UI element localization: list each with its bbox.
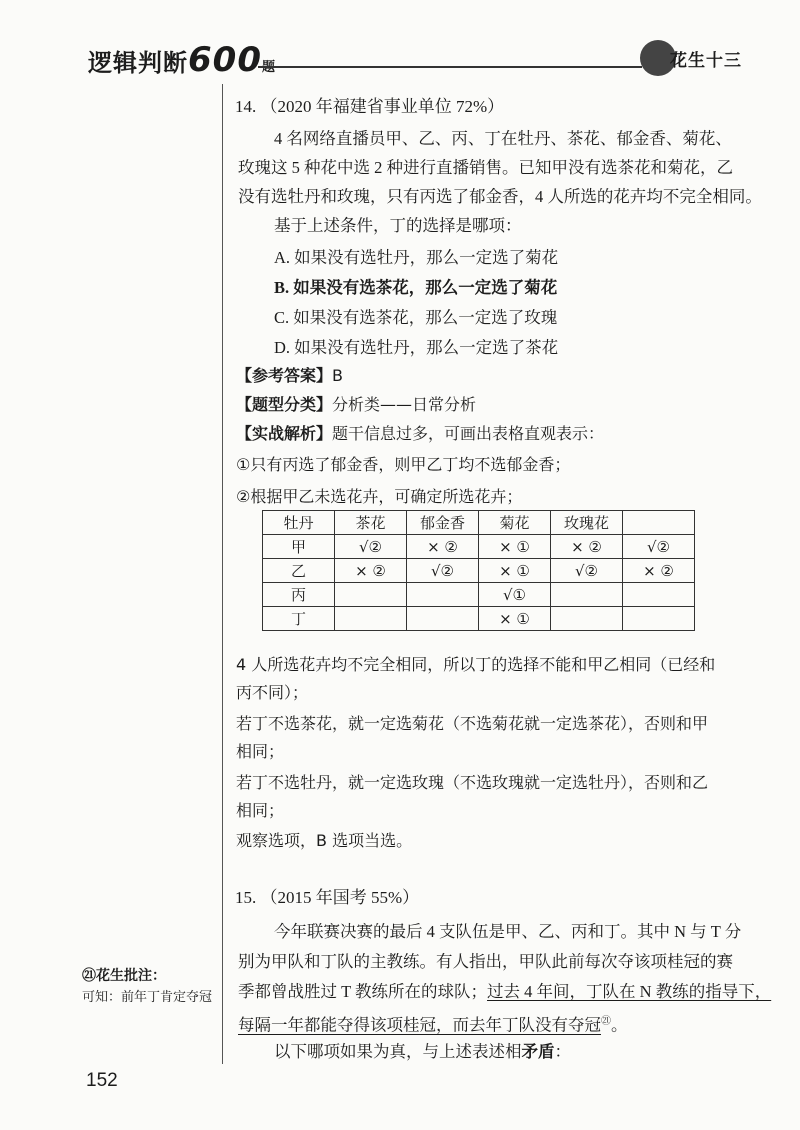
table-cell: 郁金香 — [407, 511, 479, 535]
table-cell: 牡丹 — [263, 511, 335, 535]
conclusion-line: 丙不同）； — [236, 683, 309, 702]
q14-stem-line: 玫瑰这 5 种花中选 2 种进行直播销售。已知甲没有选茶花和菊花，乙 — [238, 158, 733, 177]
table-header-row — [263, 511, 695, 535]
q14-stem-line: 基于上述条件，丁的选择是哪项： — [274, 216, 522, 235]
q15-heading: 15. （2015 年国考 55%） — [235, 888, 420, 907]
table-cell: √① — [479, 583, 551, 607]
table-cell: √② — [551, 559, 623, 583]
q14-option-a: A. 如果没有选牡丹，那么一定选了菊花 — [274, 248, 559, 267]
conclusion-line: 相同； — [236, 742, 285, 761]
selection-table — [262, 510, 695, 631]
margin-rule — [222, 84, 223, 1064]
table-cell: × ② — [407, 535, 479, 559]
page-number: 152 — [86, 1070, 118, 1091]
sidenote-body: 可知：前年丁肯定夺冠 — [82, 990, 213, 1005]
conclusion-line: 若丁不选茶花，就一定选菊花（不选菊花就一定选茶花），否则和甲 — [236, 714, 709, 733]
table-cell — [335, 607, 407, 631]
q14-step2: ②根据甲乙未选花卉，可确定所选花卉； — [236, 487, 523, 506]
table-row — [263, 559, 695, 583]
table-cell: 茶花 — [335, 511, 407, 535]
table-cell — [407, 607, 479, 631]
annotation-mark: ㉑ — [601, 1016, 611, 1027]
table-cell: × ① — [479, 607, 551, 631]
q14-option-d: D. 如果没有选牡丹，那么一定选了茶花 — [274, 338, 559, 357]
q15-stem-line: 每隔一年都能夺得该项桂冠，而去年丁队没有夺冠$^㉑$。 — [238, 1015, 628, 1035]
table-cell — [335, 583, 407, 607]
q15-question: 以下哪项如果为真，与上述表述相矛盾： — [274, 1042, 571, 1061]
table-cell — [407, 583, 479, 607]
table-cell: × ① — [479, 535, 551, 559]
table-cell: 菊花 — [479, 511, 551, 535]
table-cell: 乙 — [263, 559, 335, 583]
table-cell: √② — [335, 535, 407, 559]
q15-stem-line: 今年联赛决赛的最后 4 支队伍是甲、乙、丙和丁。其中 N 与 T 分 — [274, 922, 742, 941]
sidenote-title: ㉑花生批注： — [82, 968, 166, 984]
table-cell: 丙 — [263, 583, 335, 607]
q14-answer: 【参考答案】B — [236, 366, 343, 385]
q14-option-b: B. 如果没有选茶花，那么一定选了菊花 — [274, 278, 558, 297]
table-cell: × ② — [335, 559, 407, 583]
q14-step1: ①只有丙选了郁金香，则甲乙丁均不选郁金香； — [236, 455, 571, 474]
table-cell: 玫瑰花 — [551, 511, 623, 535]
table-row — [263, 535, 695, 559]
conclusion-line: 若丁不选牡丹，就一定选玫瑰（不选玫瑰就一定选牡丹），否则和乙 — [236, 773, 709, 792]
table-cell: √② — [407, 559, 479, 583]
q14-option-c: C. 如果没有选茶花，那么一定选了玫瑰 — [274, 308, 558, 327]
table-cell — [623, 511, 695, 535]
q14-stem-line: 4 名网络直播员甲、乙、丙、丁在牡丹、茶花、郁金香、菊花、 — [274, 129, 732, 148]
q14-type: 【题型分类】分析类——日常分析 — [236, 395, 477, 414]
underlined-premise: 过去 4 年间，丁队在 N 教练的指导下， — [487, 982, 772, 1001]
table-cell: × ② — [623, 559, 695, 583]
table-cell — [623, 607, 695, 631]
table-cell: 丁 — [263, 607, 335, 631]
conclusion-line: 相同； — [236, 801, 285, 820]
header-rule — [258, 66, 642, 68]
conclusion-line: 观察选项，B 选项当选。 — [236, 831, 413, 850]
table-row — [263, 583, 695, 607]
table-row — [263, 607, 695, 631]
table-cell — [623, 583, 695, 607]
table-cell — [551, 583, 623, 607]
q14-analysis: 【实战解析】题干信息过多，可画出表格直观表示： — [236, 424, 605, 443]
table-cell: √② — [623, 535, 695, 559]
table-cell: 甲 — [263, 535, 335, 559]
table-cell: × ① — [479, 559, 551, 583]
book-title: 逻辑判断600题 — [88, 40, 276, 80]
brand-logo: 花生十三 — [640, 38, 766, 76]
conclusion-line: 4 人所选花卉均不完全相同，所以丁的选择不能和甲乙相同（已经和 — [236, 655, 716, 674]
q14-heading: 14. （2020 年福建省事业单位 72%） — [235, 97, 505, 116]
q14-stem-line: 没有选牡丹和玫瑰，只有丙选了郁金香，4 人所选的花卉均不完全相同。 — [238, 187, 762, 206]
q15-stem-line: 季都曾战胜过 T 教练所在的球队；过去 4 年间，丁队在 N 教练的指导下， — [238, 982, 772, 1001]
underlined-premise: 每隔一年都能夺得该项桂冠，而去年丁队没有夺冠 — [238, 1015, 601, 1035]
table-cell: × ② — [551, 535, 623, 559]
q15-stem-line: 别为甲队和丁队的主教练。有人指出，甲队此前每次夺该项桂冠的赛 — [238, 952, 733, 971]
table-cell — [551, 607, 623, 631]
